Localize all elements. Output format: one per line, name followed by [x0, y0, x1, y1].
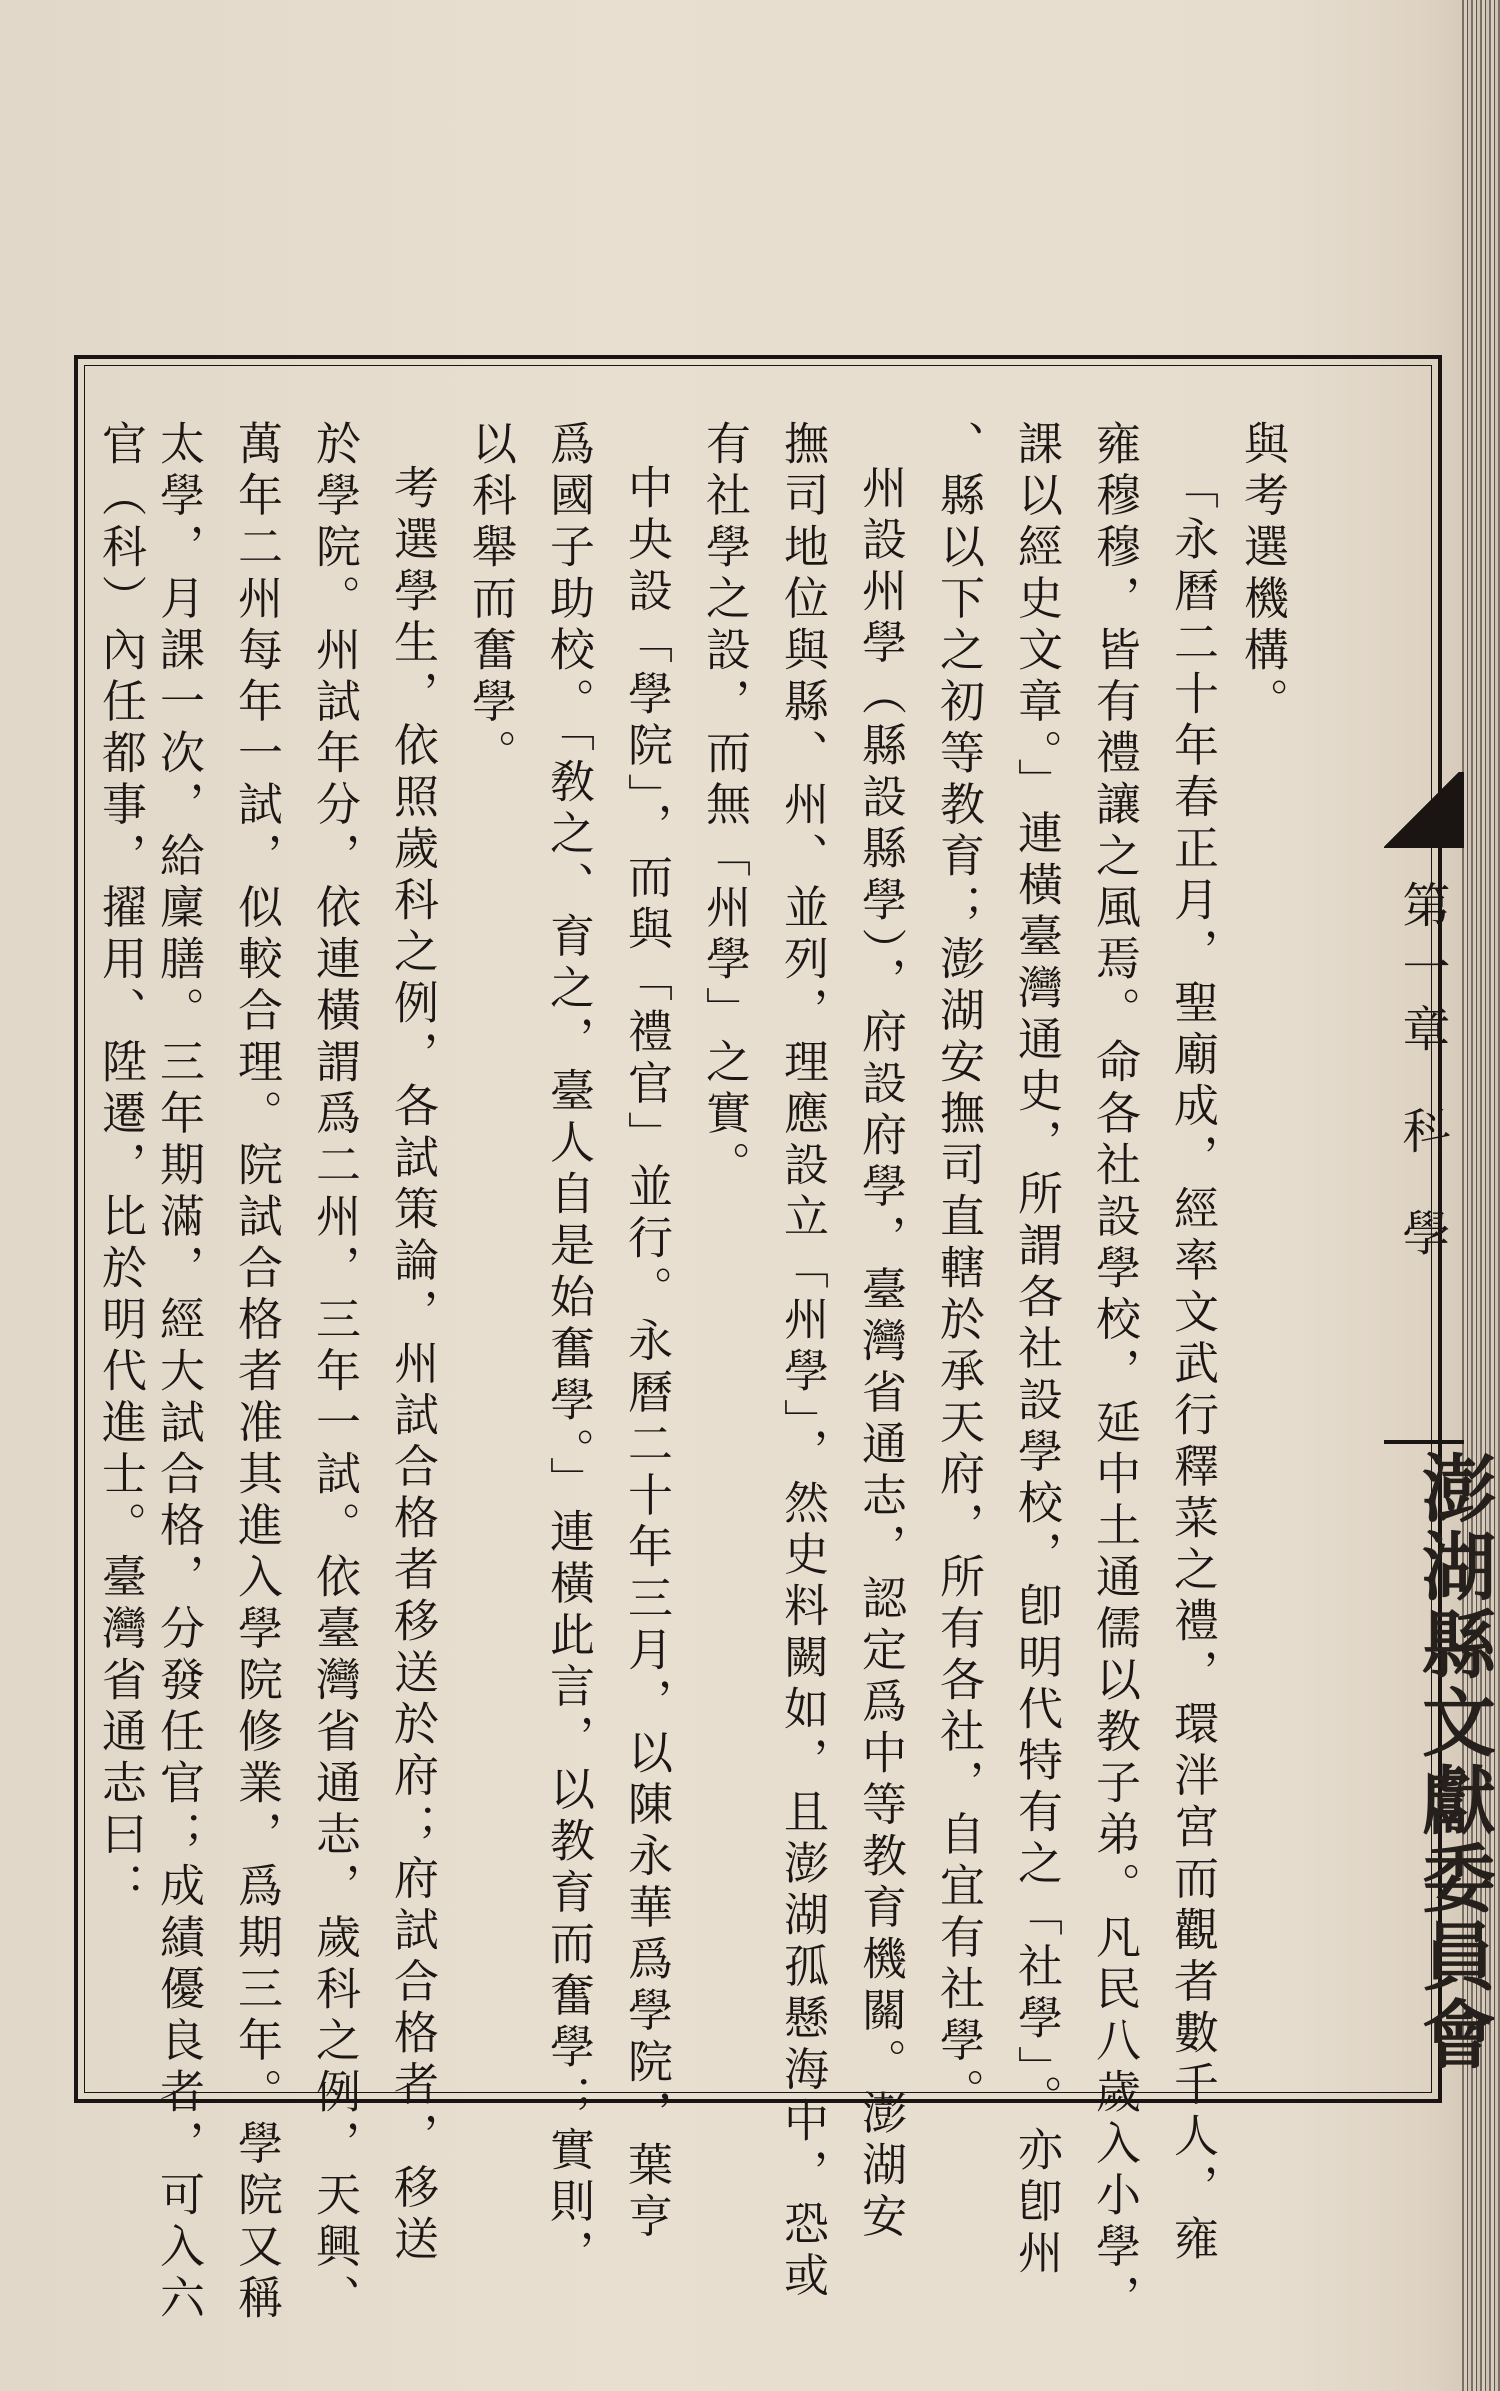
text-column: 考選學生，依照歲科之例，各試策論，州試合格者移送於府；府試合格者，移送 — [386, 464, 439, 2267]
chapter-title-2: 學 — [1394, 1208, 1450, 1270]
text-column: 於學院。州試年分，依連橫謂爲二州，三年一試。依臺灣省通志，歲科之例，天興、 — [308, 420, 361, 2326]
chapter-heading — [1388, 880, 1457, 1270]
text-column: 以科舉而奮學。 — [464, 420, 517, 781]
text-column: 課以經史文章。」連橫臺灣通史，所謂各社設學校，卽明代特有之「社學」。亦卽州 — [1010, 420, 1063, 2281]
chapter-number: 第一章 — [1394, 880, 1450, 1066]
book-title: 澎湖縣文獻委員會 — [1410, 1450, 1496, 2074]
text-column: 與考選機構。 — [1236, 420, 1289, 729]
text-column: 州設州學（縣設縣學），府設府學，臺灣省通志，認定爲中等教育機關。澎湖安 — [854, 464, 907, 2244]
text-column: 雍穆穆，皆有禮讓之風焉。命各社設學校，延中土通儒以教子弟。凡民八歲入小學， — [1088, 420, 1141, 2326]
text-column: 中央設「學院」，而與「禮官」並行。永曆二十年三月，以陳永華爲學院，葉亨 — [620, 464, 673, 2244]
text-column: 萬年二州每年一試，似較合理。院試合格者准其進入學院修業，爲期三年。學院又稱 — [230, 420, 283, 2326]
text-column: 、縣以下之初等教育；澎湖安撫司直轄於承天府，所有各社，自宜有社學。 — [932, 420, 985, 2120]
text-column: 撫司地位與縣、州、並列，理應設立「州學」，然史料闕如，且澎湖孤懸海中，恐或 — [776, 420, 829, 2303]
text-column: 有社學之設，而無「州學」之實。 — [698, 420, 751, 1193]
text-column: 官（科）內任都事，擢用、陞遷，比於明代進士。臺灣省通志曰： — [94, 420, 147, 1914]
header-ornament — [1384, 772, 1464, 848]
text-column: 太學，月課一次，給廩膳。三年期滿，經大試合格，分發任官；成績優良者，可入六 — [152, 420, 205, 2326]
header-rule — [1384, 1440, 1464, 1444]
text-column: 「永曆二十年春正月，聖廟成，經率文武行釋菜之禮，環泮宮而觀者數千人，雍 — [1166, 464, 1219, 2267]
chapter-title-1: 科 — [1394, 1106, 1450, 1168]
text-column: 爲國子助校。「敎之、育之，臺人自是始奮學。」連橫此言，以教育而奮學；實則， — [542, 420, 595, 2281]
